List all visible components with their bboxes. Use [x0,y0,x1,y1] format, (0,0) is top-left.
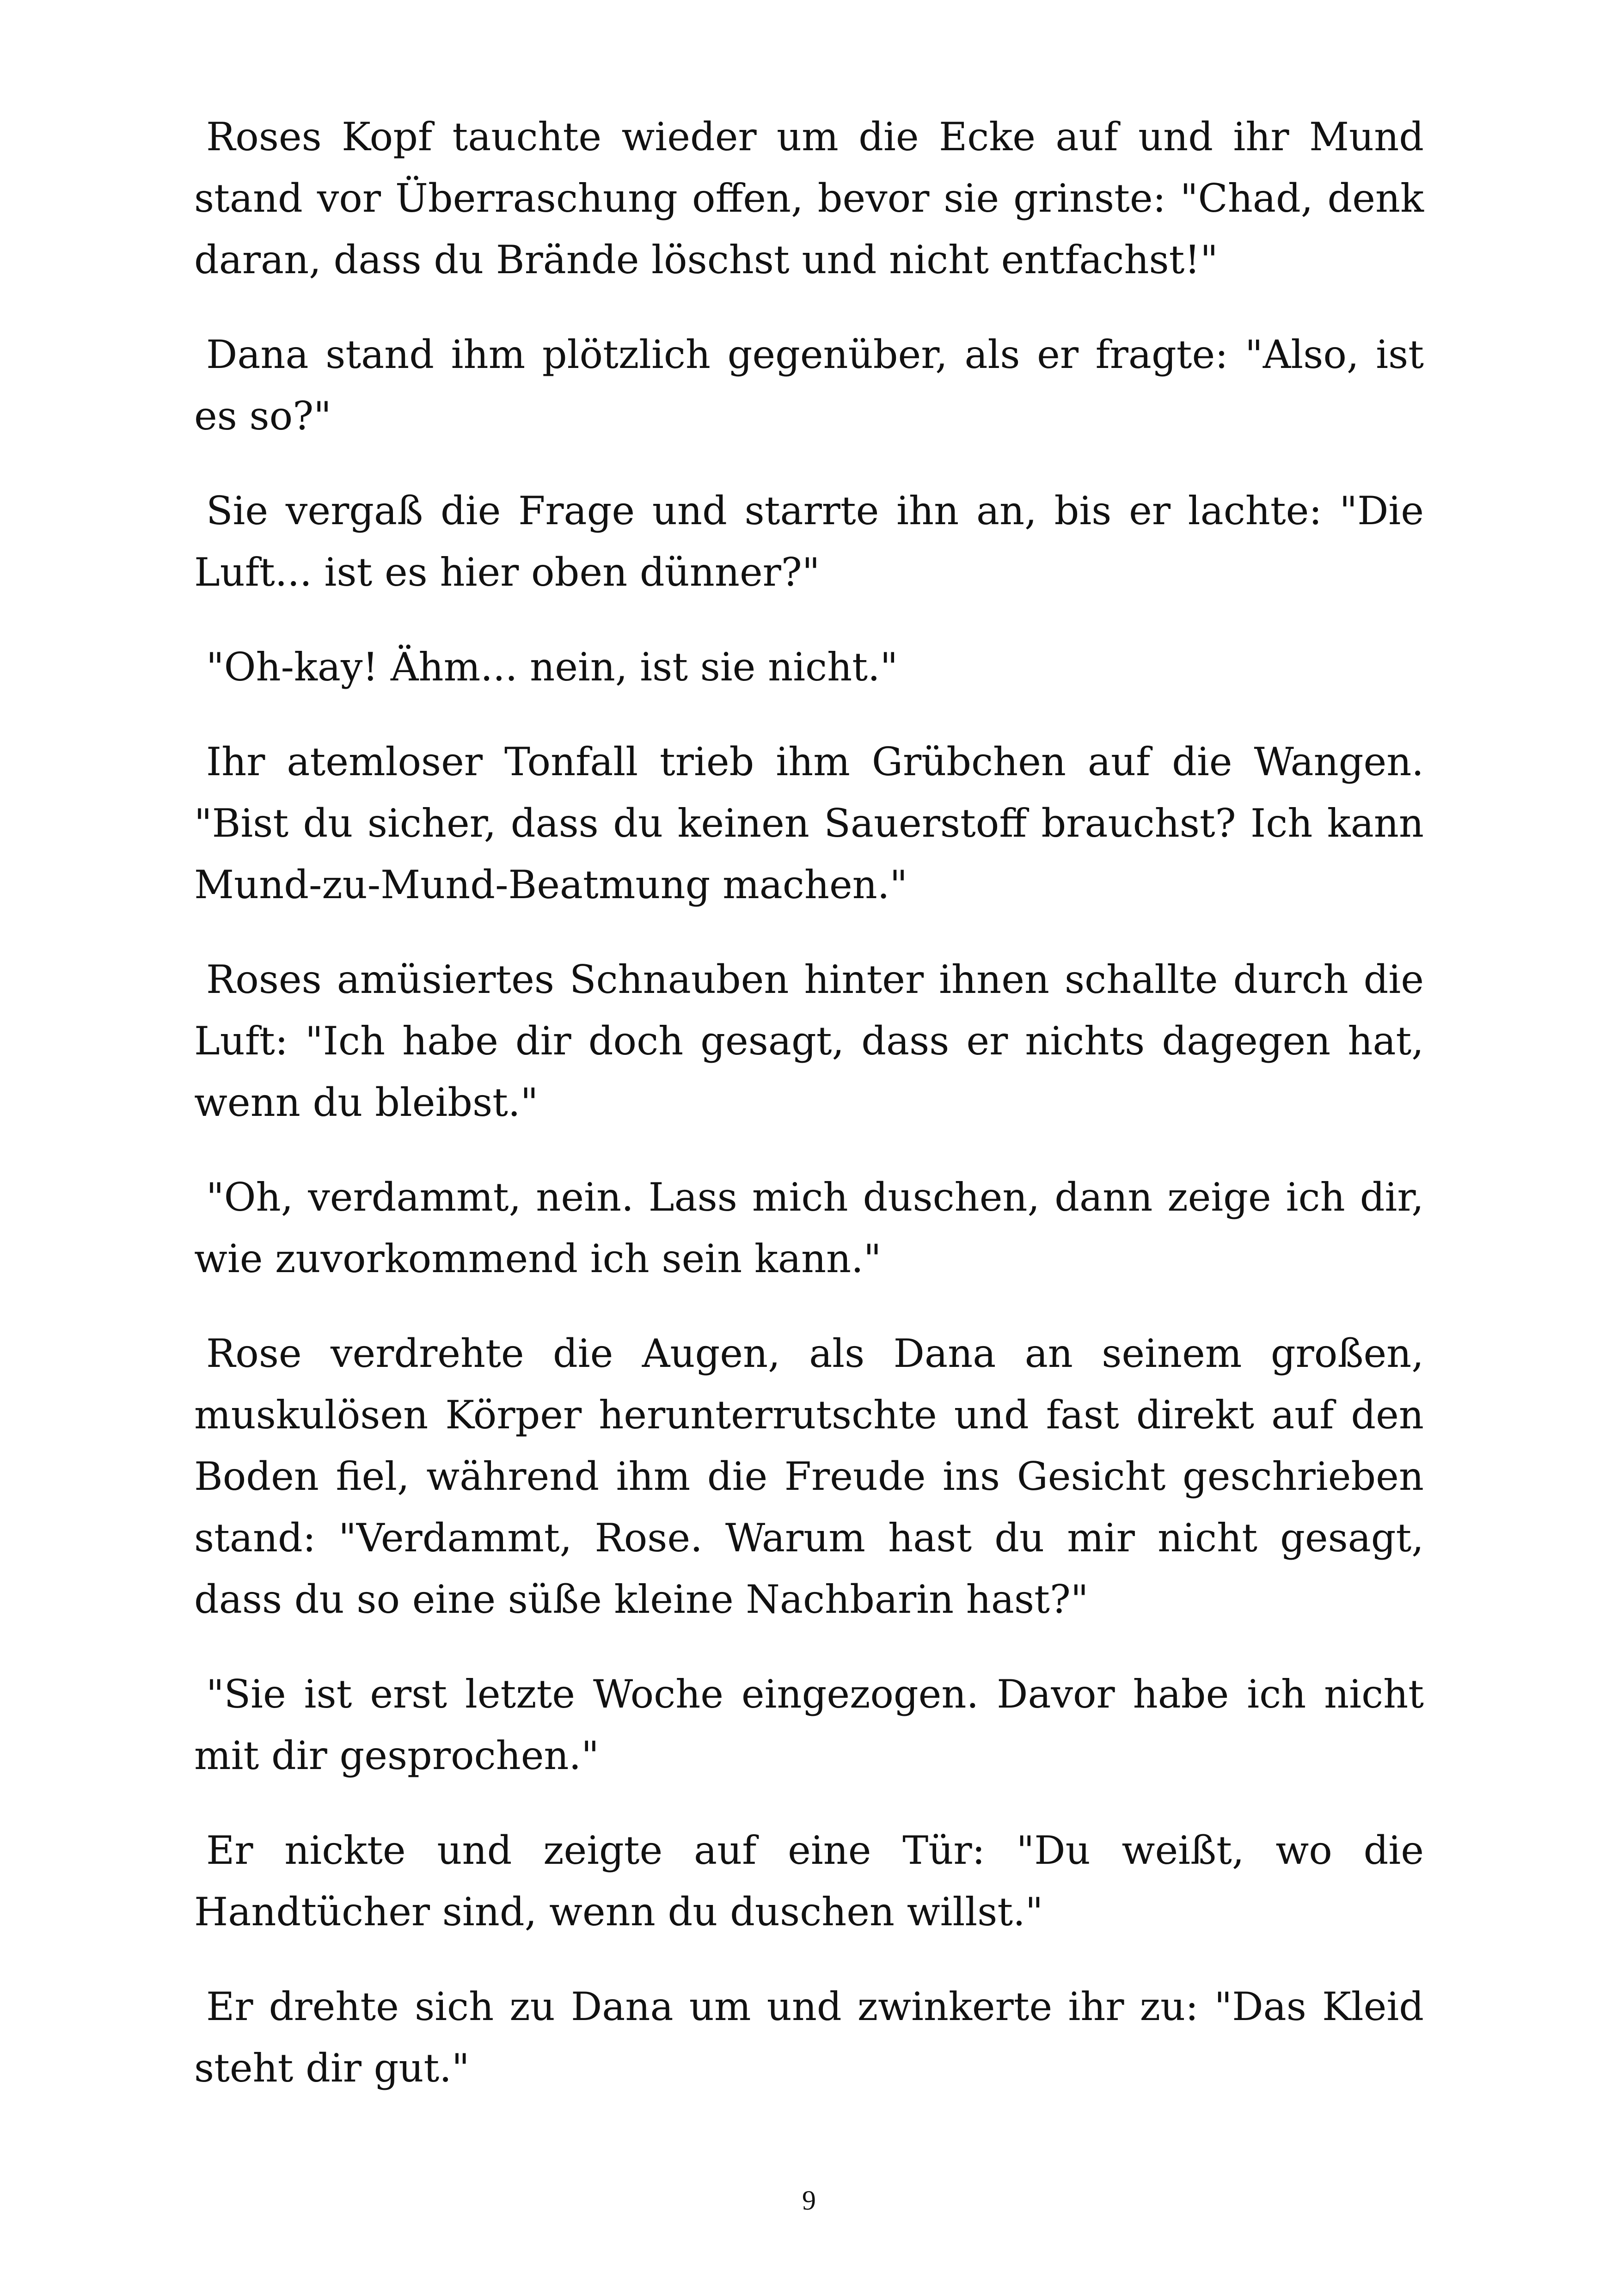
paragraph-7: "Oh, verdammt, nein. Lass mich duschen, dann zeige ich dir, wie zuvorkommend ich sein kann." [194,1175,1424,1281]
paragraph-3: Sie vergaß die Frage und starrte ihn an, bis er lachte: "Die Luft... ist es hier oben dünner?" [194,488,1424,595]
paragraph-11: Er drehte sich zu Dana um und zwinkerte ihr zu: "Das Kleid steht dir gut." [194,1984,1424,2091]
paragraph-1: Roses Kopf tauchte wieder um die Ecke auf und ihr Mund stand vor Überraschung offen, bevor sie grinste: "Chad, denk daran, dass du Brände löschst und nicht entfachst!" [194,114,1424,282]
paragraph-8: Rose verdrehte die Augen, als Dana an seinem großen, muskulösen Körper herunterrutschte und fast direkt auf den Boden fiel, während ihm die Freude ins Gesicht geschrieben stand: "Verdammt, Rose. Warum hast du mir nicht gesagt, dass du so eine süße kleine Nachbarin hast?" [194,1331,1424,1622]
paragraph-9: "Sie ist erst letzte Woche eingezogen. Davor habe ich nicht mit dir gesprochen." [194,1671,1424,1778]
paragraph-4: "Oh-kay! Ähm... nein, ist sie nicht." [206,644,898,690]
paragraph-2: Dana stand ihm plötzlich gegenüber, als er fragte: "Also, ist es so?" [194,332,1424,439]
paragraph-6: Roses amüsiertes Schnauben hinter ihnen schallte durch die Luft: "Ich habe dir doch gesagt, dass er nichts dagegen hat, wenn du bleibst." [194,957,1424,1125]
text-column [194,106,1424,2132]
paragraph-5: Ihr atemloser Tonfall trieb ihm Grübchen auf die Wangen. "Bist du sicher, dass du keinen Sauerstoff brauchst? Ich kann Mund-zu-Mund-Beatmung machen." [194,739,1424,907]
paragraph-10: Er nickte und zeigte auf eine Tür: "Du weißt, wo die Handtücher sind, wenn du duschen willst." [194,1828,1424,1935]
page-number: 9 [802,2185,816,2216]
